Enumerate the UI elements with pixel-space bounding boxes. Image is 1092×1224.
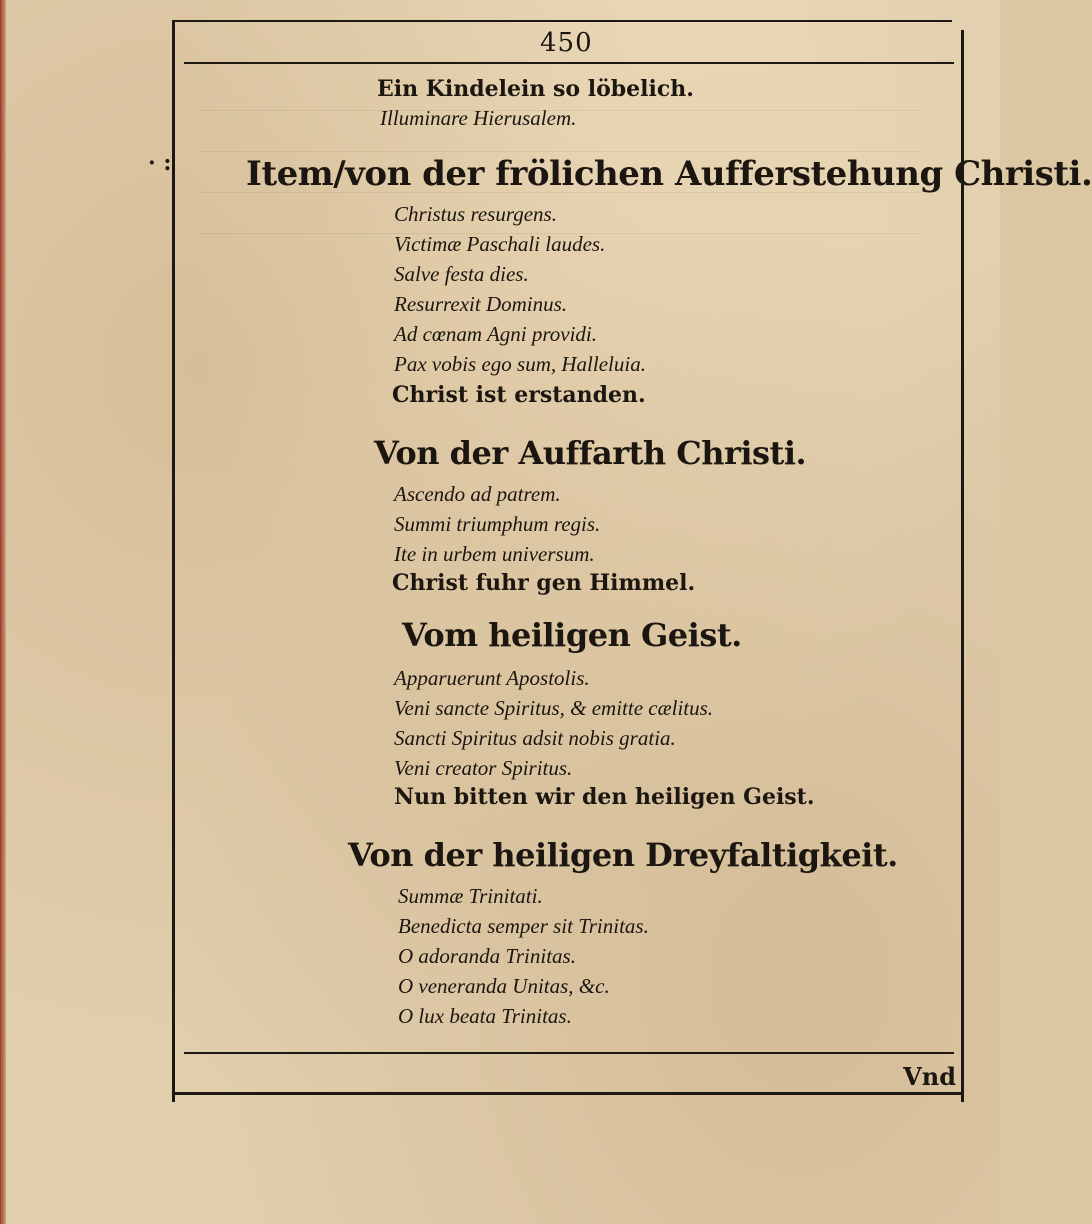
list-item: Christ fuhr gen Himmel. xyxy=(392,570,696,596)
list-item: Christus resurgens. xyxy=(394,202,557,226)
section-heading: Vom heiligen Geist. xyxy=(402,616,742,654)
rule-bottom xyxy=(172,1092,964,1095)
list-item: Veni creator Spiritus. xyxy=(394,756,573,780)
list-item: Victimæ Paschali laudes. xyxy=(394,232,606,256)
page-frame xyxy=(172,20,1092,1102)
rule-top xyxy=(172,20,952,22)
list-item: Salve festa dies. xyxy=(394,262,529,286)
page-edge xyxy=(0,0,6,1224)
page-number: 450 xyxy=(540,28,593,58)
list-item: Pax vobis ego sum, Halleluia. xyxy=(394,352,646,376)
list-item: O lux beata Trinitas. xyxy=(398,1004,572,1028)
section-heading: Von der Auffarth Christi. xyxy=(374,434,807,472)
list-item: Ad cœnam Agni providi. xyxy=(394,322,597,346)
section-heading: Item/von der frölichen Aufferstehung Christi. xyxy=(246,154,1092,194)
list-item: Ein Kindelein so löbelich. xyxy=(377,76,694,102)
list-item: Nun bitten wir den heiligen Geist. xyxy=(394,784,815,810)
list-item: Sancti Spiritus adsit nobis gratia. xyxy=(394,726,676,750)
section-heading: Von der heiligen Dreyfaltigkeit. xyxy=(348,836,898,874)
list-item: O veneranda Unitas, &c. xyxy=(398,974,610,998)
list-item: Benedicta semper sit Trinitas. xyxy=(398,914,649,938)
margin-mark: · : xyxy=(148,150,172,176)
list-item: Ite in urbem universum. xyxy=(394,542,595,566)
list-item: Veni sancte Spiritus, & emitte cælitus. xyxy=(394,696,714,720)
list-item: Ascendo ad patrem. xyxy=(394,482,561,506)
list-item: Resurrexit Dominus. xyxy=(394,292,568,316)
list-item: Apparuerunt Apostolis. xyxy=(394,666,590,690)
list-item: Summi triumphum regis. xyxy=(394,512,601,536)
list-item: Illuminare Hierusalem. xyxy=(380,106,577,130)
list-item: Christ ist erstanden. xyxy=(392,382,646,408)
rule-header xyxy=(184,62,954,64)
rule-left xyxy=(172,20,175,1102)
list-item: O adoranda Trinitas. xyxy=(398,944,576,968)
list-item: Summæ Trinitati. xyxy=(398,884,543,908)
catchword: Vnd xyxy=(903,1062,956,1091)
rule-footer xyxy=(184,1052,954,1054)
